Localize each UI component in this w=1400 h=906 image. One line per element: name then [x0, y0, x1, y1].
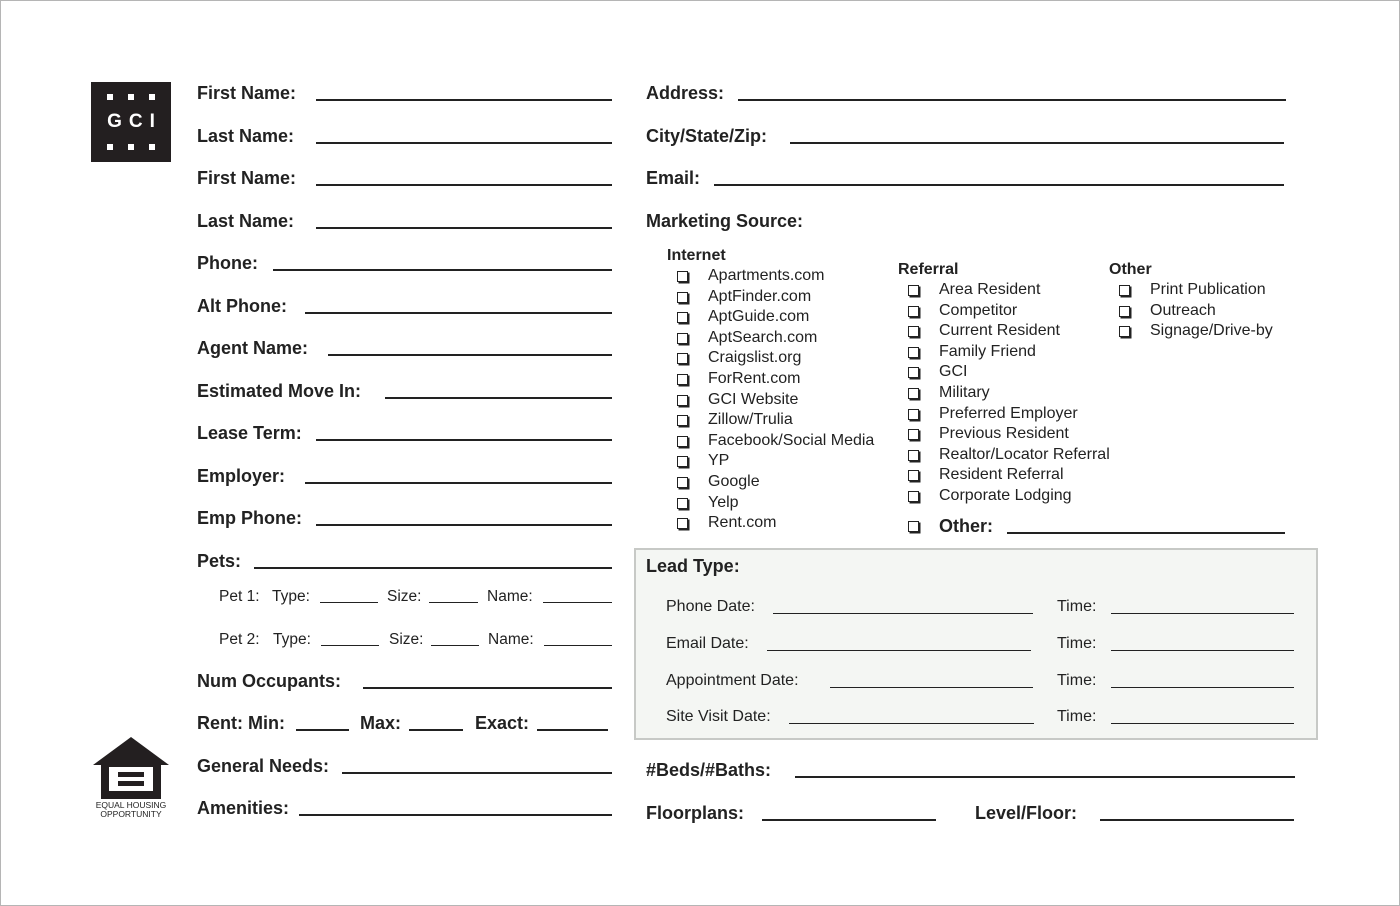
checkbox[interactable] [677, 518, 688, 529]
num-occupants-label: Num Occupants: [197, 671, 342, 691]
referral-option-label: Current Resident [939, 322, 1060, 340]
internet-option-label: Apartments.com [708, 267, 825, 284]
num-occupants-field[interactable] [363, 687, 612, 689]
other-option-label: Print Publication [1150, 281, 1266, 298]
other-write-in-label: Other: [939, 516, 993, 536]
referral-option-label: Preferred Employer [939, 404, 1078, 422]
first-name-label: First Name: [197, 83, 297, 103]
checkbox[interactable] [908, 367, 919, 378]
referral-option-label: Realtor/Locator Referral [939, 445, 1110, 463]
logo-dot [149, 144, 155, 150]
logo-dot [128, 144, 134, 150]
internet-option-label: ForRent.com [708, 370, 801, 387]
referral-option-label: Resident Referral [939, 466, 1064, 484]
phone-time-label: Time: [1057, 598, 1097, 615]
email-date-field[interactable] [767, 650, 1031, 651]
email-label: Email: [646, 168, 701, 188]
pet1-name-label: Name: [487, 588, 533, 605]
checkbox[interactable] [677, 415, 688, 426]
checkbox[interactable] [908, 326, 919, 337]
phone-date-label: Phone Date: [666, 598, 755, 615]
referral-option-label: Competitor [939, 301, 1018, 319]
site-visit-time-label: Time: [1057, 708, 1097, 725]
internet-option-label: GCI Website [708, 390, 799, 408]
agent-name-field[interactable] [328, 354, 612, 356]
checkbox[interactable] [677, 436, 688, 447]
checkbox[interactable] [677, 333, 688, 344]
email-time-field[interactable] [1111, 650, 1294, 651]
pets-field[interactable] [254, 567, 612, 569]
move-in-field[interactable] [385, 397, 612, 399]
internet-option-label: Zillow/Trulia [708, 411, 793, 429]
employer-field[interactable] [305, 482, 612, 484]
rent-min-field[interactable] [296, 729, 349, 731]
email-time-label: Time: [1057, 635, 1097, 652]
internet-option-label: Google [708, 473, 760, 490]
email-field[interactable] [714, 184, 1284, 186]
checkbox[interactable] [677, 477, 688, 488]
checkbox[interactable] [677, 353, 688, 364]
logo-dot [107, 94, 113, 100]
equal-housing-text [91, 801, 171, 818]
first-name-2-label: First Name: [197, 168, 297, 188]
pet1-type-label: Type: [272, 588, 310, 605]
emp-phone-label: Emp Phone: [197, 508, 303, 528]
checkbox[interactable] [908, 409, 919, 420]
other-heading: Other [1109, 261, 1152, 278]
email-date-label: Email Date: [666, 635, 749, 652]
address-label: Address: [646, 83, 725, 103]
last-name-field[interactable] [316, 142, 612, 144]
pet1-type-field[interactable] [320, 602, 378, 603]
internet-option-label: Craigslist.org [708, 349, 802, 367]
logo-dot [128, 94, 134, 100]
internet-option-label: AptSearch.com [708, 328, 818, 346]
address-field[interactable] [738, 99, 1286, 101]
logo-dot [149, 94, 155, 100]
phone-date-field[interactable] [773, 613, 1033, 614]
referral-option-label: Military [939, 384, 990, 401]
checkbox[interactable] [1119, 285, 1130, 296]
internet-option-label: AptFinder.com [708, 287, 812, 305]
pet1-size-field[interactable] [429, 602, 478, 603]
beds-baths-label: #Beds/#Baths: [646, 760, 772, 780]
internet-option-label: AptGuide.com [708, 308, 810, 326]
pet2-size-field[interactable] [431, 645, 479, 646]
city-state-zip-field[interactable] [790, 142, 1284, 144]
phone-field[interactable] [273, 269, 612, 271]
general-needs-label: General Needs: [197, 756, 330, 776]
phone-time-field[interactable] [1111, 613, 1294, 614]
internet-option-label: Facebook/Social Media [708, 431, 875, 449]
rent-exact-field[interactable] [537, 729, 608, 731]
last-name-2-field[interactable] [316, 227, 612, 229]
rent-max-field[interactable] [409, 729, 463, 731]
checkbox[interactable] [1119, 306, 1130, 317]
beds-baths-field[interactable] [795, 776, 1295, 778]
first-name-field[interactable] [316, 99, 612, 101]
other-option-label: Outreach [1150, 301, 1216, 319]
checkbox[interactable] [908, 388, 919, 399]
logo-dot [107, 144, 113, 150]
pet2-name-label: Name: [488, 631, 534, 648]
pet2-type-field[interactable] [321, 645, 379, 646]
checkbox[interactable] [908, 470, 919, 481]
site-visit-date-label: Site Visit Date: [666, 708, 771, 725]
internet-option-label: Rent.com [708, 514, 777, 532]
rent-min-label: Rent: Min: [197, 713, 285, 733]
checkbox[interactable] [908, 347, 919, 358]
referral-heading: Referral [898, 261, 959, 278]
lease-term-field[interactable] [316, 439, 612, 441]
alt-phone-label: Alt Phone: [197, 296, 287, 316]
floorplans-field[interactable] [762, 819, 936, 821]
floorplans-label: Floorplans: [646, 803, 744, 823]
pets-label: Pets: [197, 551, 242, 571]
pet1-label: Pet 1: [219, 588, 260, 605]
appointment-time-label: Time: [1057, 672, 1097, 689]
checkbox[interactable] [677, 312, 688, 323]
site-visit-date-field[interactable] [789, 723, 1034, 724]
checkbox[interactable] [908, 429, 919, 440]
pet2-name-field[interactable] [544, 645, 612, 646]
pet2-label: Pet 2: [219, 631, 260, 648]
checkbox[interactable] [908, 285, 919, 296]
site-visit-time-field[interactable] [1111, 723, 1294, 724]
equal-housing-line1: EQUAL HOUSING [95, 800, 167, 810]
amenities-label: Amenities: [197, 798, 290, 818]
rent-exact-label: Exact: [475, 713, 530, 733]
appointment-time-field[interactable] [1111, 687, 1294, 688]
employer-label: Employer: [197, 466, 286, 486]
pet2-type-label: Type: [273, 631, 311, 648]
checkbox[interactable] [908, 306, 919, 317]
logo-text: GCI [107, 111, 162, 132]
checkbox[interactable] [677, 498, 688, 509]
checkbox[interactable] [677, 456, 688, 467]
level-floor-field[interactable] [1100, 819, 1294, 821]
emp-phone-field[interactable] [316, 524, 612, 526]
marketing-source-label: Marketing Source: [646, 211, 804, 231]
checkbox[interactable] [1119, 326, 1130, 337]
first-name-2-field[interactable] [316, 184, 612, 186]
checkbox[interactable] [677, 395, 688, 406]
pet2-size-label: Size: [389, 631, 424, 648]
agent-name-label: Agent Name: [197, 338, 309, 358]
appointment-date-label: Appointment Date: [666, 672, 799, 689]
referral-option-label: Previous Resident [939, 425, 1069, 443]
checkbox[interactable] [677, 271, 688, 282]
pet1-name-field[interactable] [543, 602, 612, 603]
last-name-2-label: Last Name: [197, 211, 295, 231]
lead-type-box [634, 548, 1318, 740]
referral-option-label: Family Friend [939, 342, 1036, 360]
internet-heading: Internet [667, 247, 726, 264]
general-needs-field[interactable] [342, 772, 612, 774]
lease-term-label: Lease Term: [197, 423, 302, 443]
checkbox[interactable] [908, 521, 919, 532]
referral-option-label: GCI [939, 363, 968, 381]
lead-type-title: Lead Type: [646, 556, 740, 576]
checkbox[interactable] [908, 450, 919, 461]
other-write-in-field[interactable] [1007, 532, 1285, 534]
level-floor-label: Level/Floor: [975, 803, 1078, 823]
appointment-date-field[interactable] [830, 687, 1033, 688]
last-name-label: Last Name: [197, 126, 295, 146]
city-state-zip-label: City/State/Zip: [646, 126, 768, 146]
referral-option-label: Corporate Lodging [939, 487, 1072, 504]
referral-option-label: Area Resident [939, 281, 1041, 298]
phone-label: Phone: [197, 253, 258, 273]
rent-max-label: Max: [360, 713, 402, 733]
gci-logo [91, 82, 171, 162]
equal-housing-logo [91, 735, 171, 821]
house-icon [91, 735, 171, 801]
internet-option-label: YP [708, 452, 730, 470]
amenities-field[interactable] [299, 814, 612, 816]
checkbox[interactable] [908, 491, 919, 502]
other-option-label: Signage/Drive-by [1150, 322, 1273, 340]
alt-phone-field[interactable] [305, 312, 612, 314]
equal-housing-line2: OPPORTUNITY [100, 808, 162, 819]
checkbox[interactable] [677, 292, 688, 303]
move-in-label: Estimated Move In: [197, 381, 362, 401]
checkbox[interactable] [677, 374, 688, 385]
pet1-size-label: Size: [387, 588, 422, 605]
internet-option-label: Yelp [708, 493, 739, 511]
